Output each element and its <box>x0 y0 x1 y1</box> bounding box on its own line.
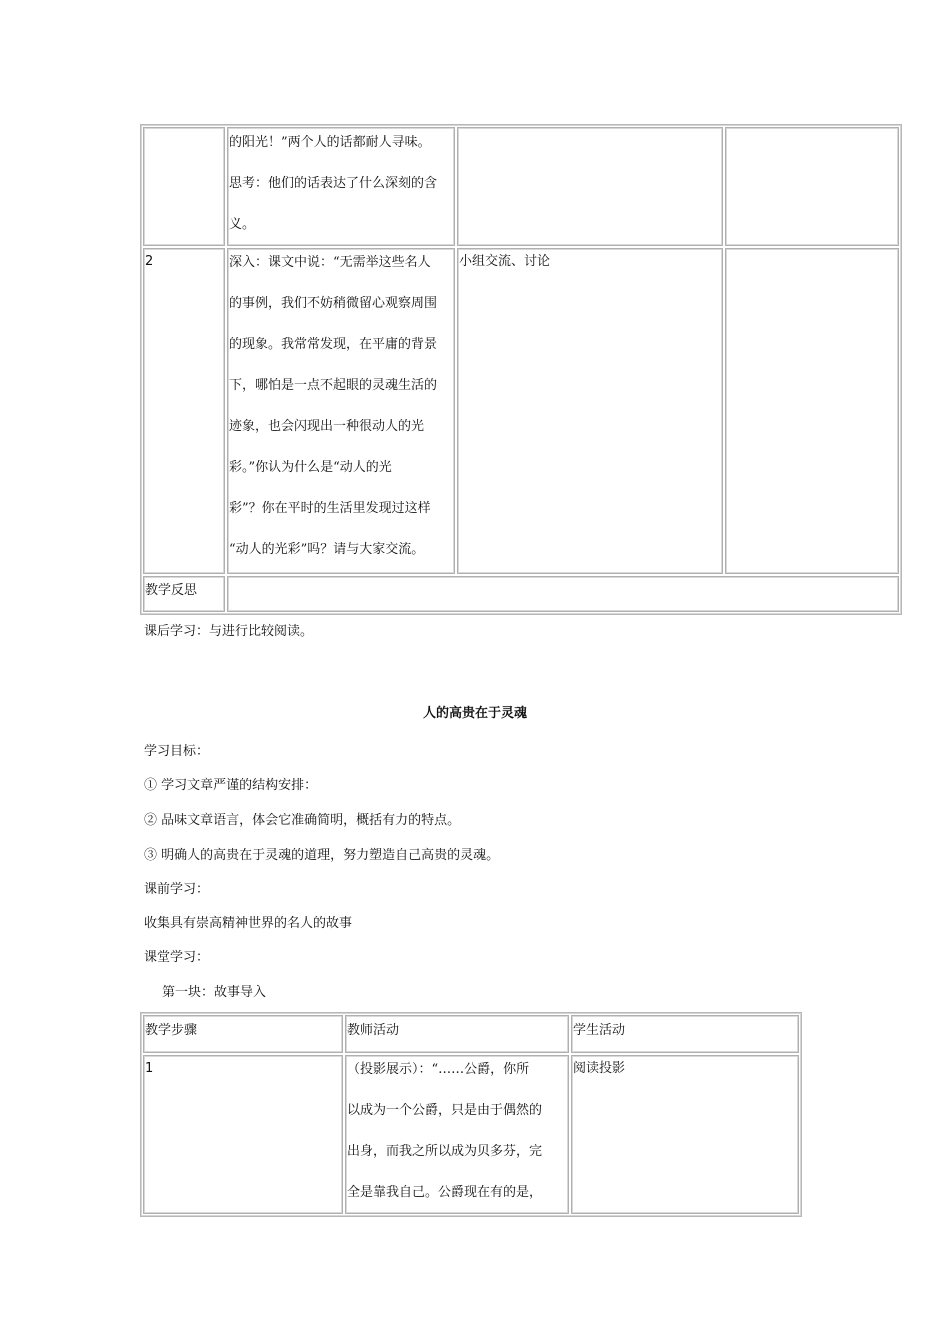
table-header-row <box>143 1015 799 1053</box>
text-line: 彩。”你认为什么是“动人的光 <box>229 460 392 475</box>
step-cell: 1 <box>143 1055 343 1214</box>
step-cell: 2 <box>143 248 225 574</box>
pre-class-label: 课前学习： <box>144 882 210 897</box>
table-row <box>143 127 899 246</box>
after-class-text: 课后学习：与进行比较阅读。 <box>144 624 314 639</box>
text-line: 的阳光！”两个人的话都耐人寻味。 <box>229 135 431 150</box>
header-student: 学生活动 <box>571 1015 799 1053</box>
section-heading: 第一块：故事导入 <box>162 985 267 1000</box>
step-cell <box>143 127 225 246</box>
student-activity-cell <box>457 127 723 246</box>
reflection-label: 教学反思 <box>143 576 225 612</box>
text-line: 下，哪怕是一点不起眼的灵魂生活的 <box>229 378 438 393</box>
teacher-activity-cell <box>345 1055 569 1214</box>
text-line: 的事例，我们不妨稍微留心观察周围 <box>229 296 438 311</box>
student-activity-cell: 小组交流、讨论 <box>457 248 723 574</box>
text-line: 彩”？你在平时的生活里发现过这样 <box>229 501 431 516</box>
text-line: 出身，而我之所以成为贝多芬，完 <box>347 1144 543 1159</box>
text-line: “动人的光彩”吗？请与大家交流。 <box>229 542 425 557</box>
in-class-label: 课堂学习： <box>144 950 210 965</box>
pre-class-text: 收集具有崇高精神世界的名人的故事 <box>144 916 353 931</box>
header-step: 教学步骤 <box>143 1015 343 1053</box>
design-intent-cell <box>725 248 899 574</box>
text-line: 的现象。我常常发现，在平庸的背景 <box>229 337 438 352</box>
text-line: 深入：课文中说：“无需举这些名人 <box>229 255 431 270</box>
reflection-value <box>227 576 899 612</box>
header-teacher: 教师活动 <box>345 1015 569 1053</box>
table-row <box>143 1055 799 1214</box>
text-line: 义。 <box>229 217 256 232</box>
text-line: 全是靠我自己。公爵现在有的是， <box>347 1185 543 1200</box>
table-row <box>143 576 899 612</box>
text-line: 思考：他们的话表达了什么深刻的含 <box>229 176 438 191</box>
text-line: （投影展示）：“……公爵，你所 <box>347 1062 530 1077</box>
objective-item: ③ 明确人的高贵在于灵魂的道理，努力塑造自己高贵的灵魂。 <box>144 848 500 863</box>
document-title: 人的高贵在于灵魂 <box>422 706 527 721</box>
student-activity-cell: 阅读投影 <box>571 1055 799 1214</box>
table-row <box>143 248 899 574</box>
objective-item: ② 品味文章语言，体会它准确简明，概括有力的特点。 <box>144 813 461 828</box>
lesson-table-continued <box>140 124 902 615</box>
teacher-activity-cell <box>227 127 455 246</box>
teacher-activity-cell <box>227 248 455 574</box>
text-line: 迹象，也会闪现出一种很动人的光 <box>229 419 425 434</box>
objective-item: ① 学习文章严谨的结构安排： <box>144 778 318 793</box>
objectives-label: 学习目标： <box>144 744 210 759</box>
text-line: 以成为一个公爵，只是由于偶然的 <box>347 1103 543 1118</box>
design-intent-cell <box>725 127 899 246</box>
lesson-table <box>140 1012 802 1217</box>
